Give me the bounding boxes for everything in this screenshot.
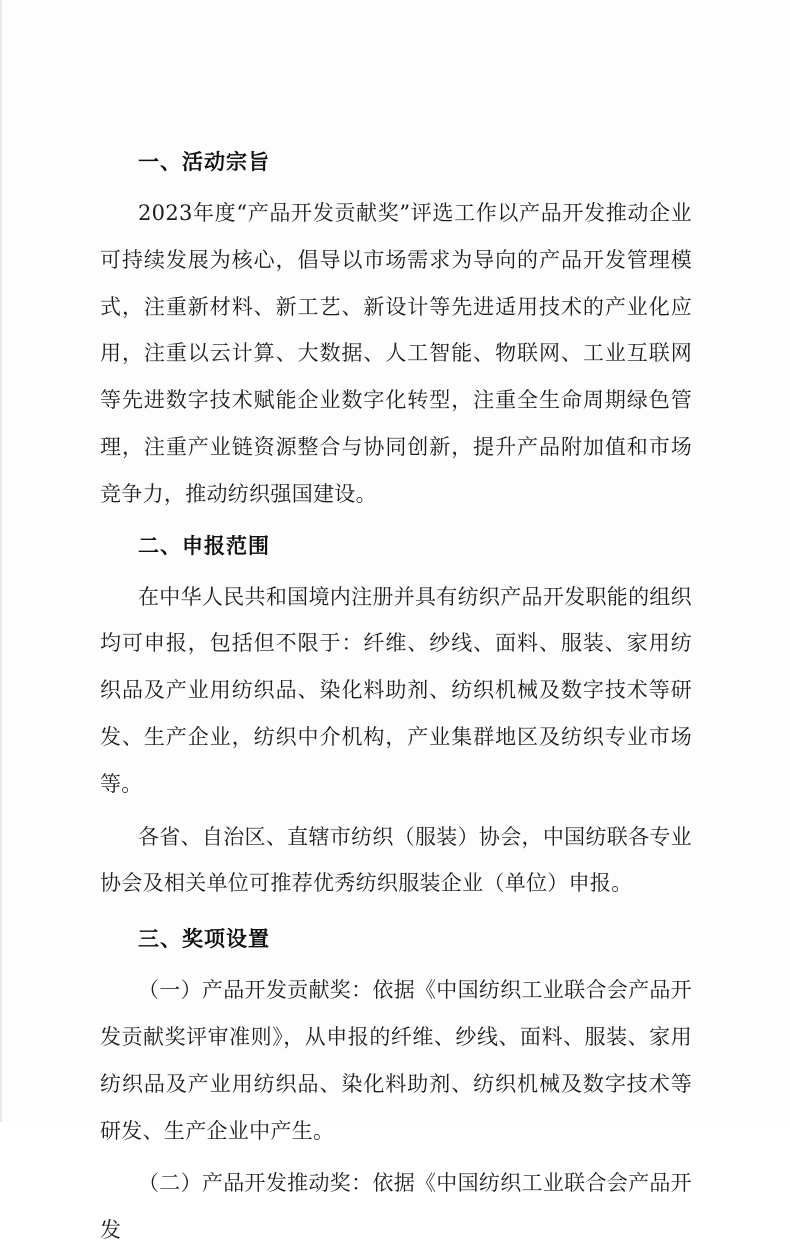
section-heading-awards: 三、奖项设置: [138, 927, 270, 952]
scope-paragraph-recommendation: 各省、自治区、直辖市纺织（服装）协会，中国纺联各专业协会及相关单位可推荐优秀纺织服装企业（单位）申报。: [100, 824, 692, 896]
section-heading-scope: 二、申报范围: [138, 533, 270, 558]
awards-paragraph-contribution: （一）产品开发贡献奖：依据《中国纺织工业联合会产品开发贡献奖评审准则》，从申报的纤维、纱线、面料、服装、家用纺织品及产业用纺织品、染化料助剂、纺织机械及数字技术等研发、生产企业中产生。: [100, 978, 692, 1143]
scan-edge-shadow: [0, 0, 2, 1122]
scope-paragraph-eligibility: 在中华人民共和国境内注册并具有纺织产品开发职能的组织均可申报，包括但不限于：纤维、纱线、面料、服装、家用纺织品及产业用纺织品、染化料助剂、纺织机械及数字技术等研发、生产企业，纺织中介机构，产业集群地区及纺织专业市场等。: [100, 584, 692, 796]
document-body: [100, 140, 692, 1254]
awards-paragraph-promotion: （二）产品开发推动奖：依据《中国纺织工业联合会产品开发: [100, 1171, 692, 1243]
purpose-paragraph: 2023年度“产品开发贡献奖”评选工作以产品开发推动企业可持续发展为核心，倡导以市场需求为导向的产品开发管理模式，注重新材料、新工艺、新设计等先进适用技术的产业化应用，注重以云计算、大数据、人工智能、物联网、工业互联网等先进数字技术赋能企业数字化转型，注重全生命周期绿色管理，注重产业链资源整合与协同创新，提升产品附加值和市场竞争力，推动纺织强国建设。: [100, 201, 692, 506]
section-heading-purpose: 一、活动宗旨: [138, 150, 270, 174]
